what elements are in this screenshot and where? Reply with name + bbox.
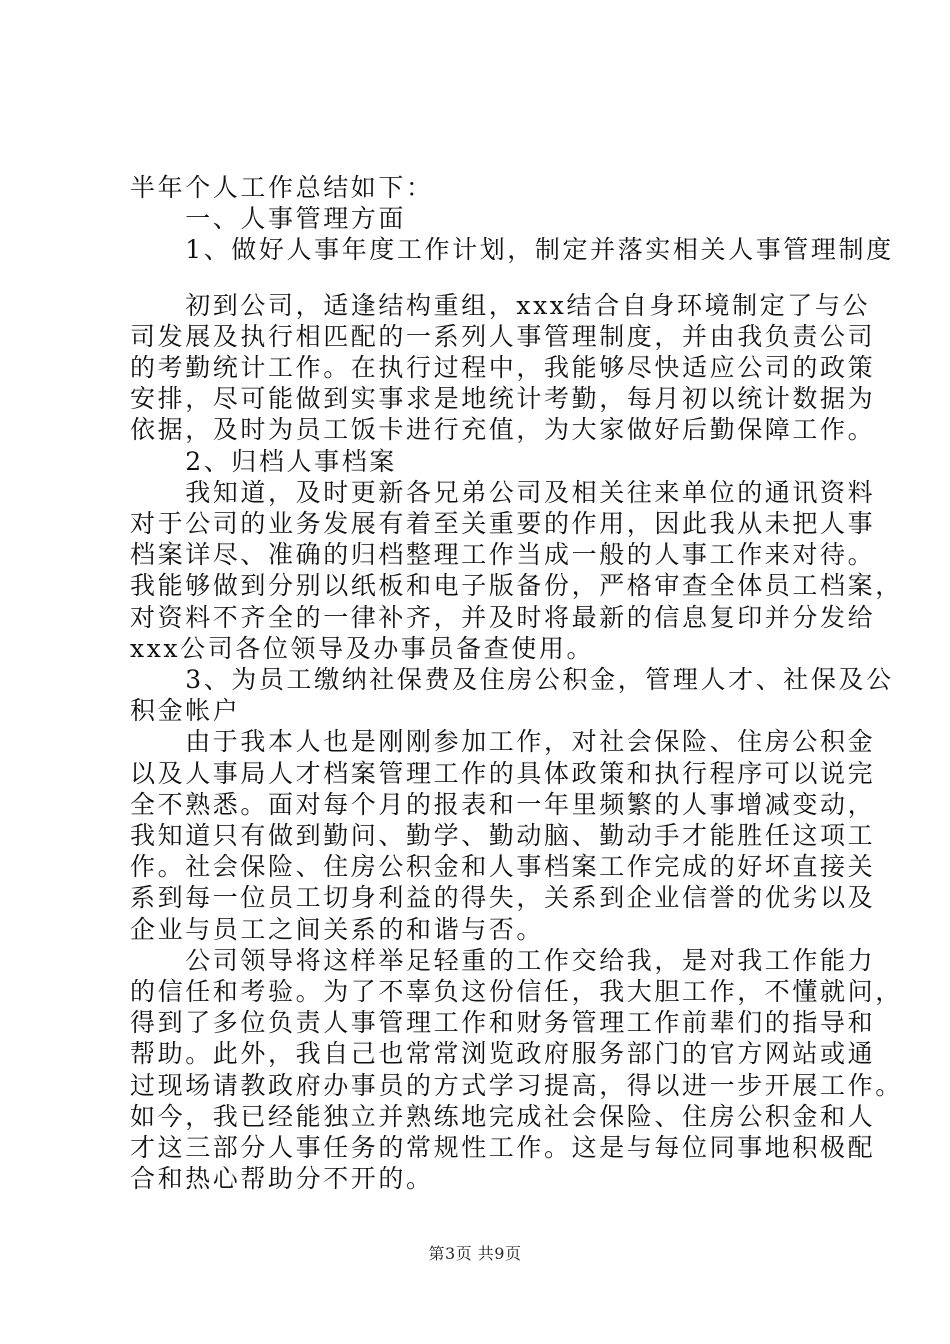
text-line: 对资料不齐全的一律补齐，并及时将最新的信息复印并分发给	[130, 603, 876, 632]
section-heading: 一、人事管理方面	[130, 204, 407, 233]
text-line: 我知道只有做到勤问、勤学、勤动脑、勤动手才能胜任这项工	[130, 821, 876, 850]
subsection-heading: 积金帐户	[130, 696, 241, 725]
text-line: 我能够做到分别以纸板和电子版备份，严格审查全体员工档案，	[130, 571, 903, 600]
text-line: 我知道，及时更新各兄弟公司及相关往来单位的通讯资料	[130, 478, 876, 507]
text-line: 作。社会保险、住房公积金和人事档案工作完成的好坏直接关	[130, 852, 876, 881]
text-line: 过现场请教政府办事员的方式学习提高，得以进一步开展工作。	[130, 1071, 903, 1100]
text-line: 半年个人工作总结如下：	[130, 173, 434, 202]
text-line: 帮助。此外，我自己也常常浏览政府服务部门的官方网站或通	[130, 1039, 876, 1068]
text-line: 系到每一位员工切身利益的得失，关系到企业信誉的优劣以及	[130, 883, 876, 912]
text-line: 的信任和考验。为了不辜负这份信任，我大胆工作，不懂就问，	[130, 977, 903, 1006]
text-line: 司发展及执行相匹配的一系列人事管理制度，并由我负责公司	[130, 322, 876, 351]
text-line: 企业与员工之间关系的和谐与否。	[130, 915, 545, 944]
text-line: 安排，尽可能做到实事求是地统计考勤，每月初以统计数据为	[130, 384, 876, 413]
text-line: 全不熟悉。面对每个月的报表和一年里频繁的人事增减变动，	[130, 790, 876, 819]
text-line: 由于我本人也是刚刚参加工作，对社会保险、住房公积金	[130, 727, 876, 756]
text-line: xxx公司各位领导及办事员备查使用。	[130, 634, 595, 663]
text-line: 依据，及时为员工饭卡进行充值，为大家做好后勤保障工作。	[130, 415, 876, 444]
text-line: 得到了多位负责人事管理工作和财务管理工作前辈们的指导和	[130, 1008, 876, 1037]
text-line: 对于公司的业务发展有着至关重要的作用，因此我从未把人事	[130, 509, 876, 538]
text-line: 初到公司，适逢结构重组，xxx结合自身环境制定了与公	[130, 291, 871, 320]
text-line: 的考勤统计工作。在执行过程中，我能够尽快适应公司的政策	[130, 353, 876, 382]
subsection-heading: 3、为员工缴纳社保费及住房公积金，管理人才、社保及公	[130, 665, 894, 694]
subsection-heading: 1、做好人事年度工作计划，制定并落实相关人事管理制度	[130, 235, 894, 264]
text-line: 合和热心帮助分不开的。	[130, 1164, 434, 1193]
text-line: 如今，我已经能独立并熟练地完成社会保险、住房公积金和人	[130, 1102, 876, 1131]
text-line: 档案详尽、准确的归档整理工作当成一般的人事工作来对待。	[130, 540, 876, 569]
page-number-footer: 第3页 共9页	[428, 1244, 522, 1263]
text-line: 公司领导将这样举足轻重的工作交给我，是对我工作能力	[130, 946, 876, 975]
subsection-heading: 2、归档人事档案	[130, 447, 397, 476]
text-line: 才这三部分人事任务的常规性工作。这是与每位同事地积极配	[130, 1133, 876, 1162]
text-line: 以及人事局人才档案管理工作的具体政策和执行程序可以说完	[130, 759, 876, 788]
